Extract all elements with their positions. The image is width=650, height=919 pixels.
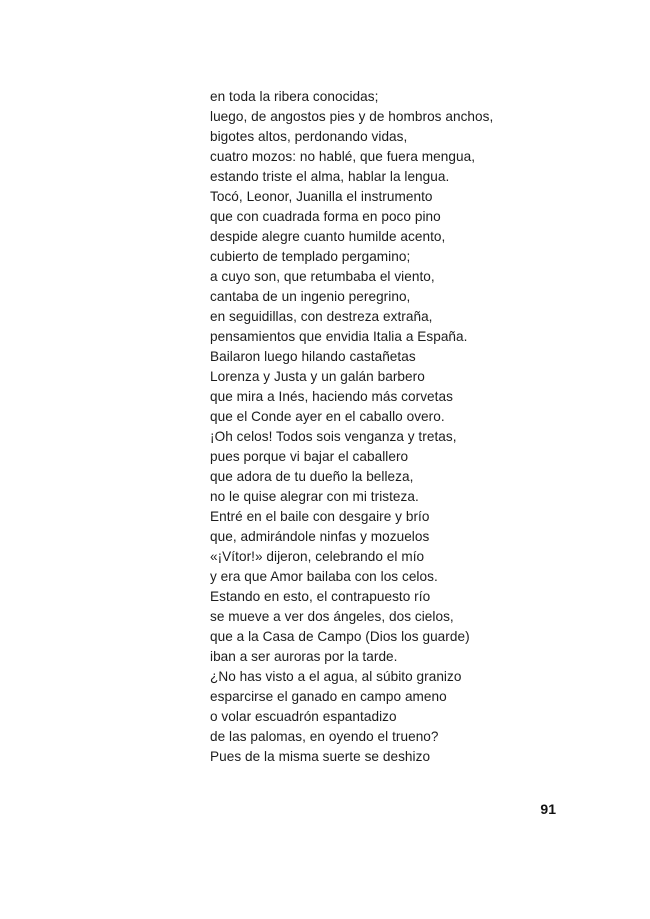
poem-line: ¿No has visto a el agua, al súbito granizo xyxy=(210,669,462,684)
poem-line: en seguidillas, con destreza extraña, xyxy=(210,309,433,324)
poem-line: Lorenza y Justa y un galán barbero xyxy=(210,369,425,384)
page-number: 91 xyxy=(540,801,556,817)
poem-line: que a la Casa de Campo (Dios los guarde) xyxy=(210,629,470,644)
poem-line: o volar escuadrón espantadizo xyxy=(210,709,397,724)
poem-line: cuatro mozos: no hablé, que fuera mengua, xyxy=(210,149,476,164)
poem-line: Pues de la misma suerte se deshizo xyxy=(210,749,431,764)
poem-line: Estando en esto, el contrapuesto río xyxy=(210,589,431,604)
poem-line: Bailaron luego hilando castañetas xyxy=(210,349,416,364)
poem-line: se mueve a ver dos ángeles, dos cielos, xyxy=(210,609,454,624)
poem-line: despide alegre cuanto humilde acento, xyxy=(210,229,446,244)
poem-line: cubierto de templado pergamino; xyxy=(210,249,411,264)
poem-line: esparcirse el ganado en campo ameno xyxy=(210,689,447,704)
poem-line: Tocó, Leonor, Juanilla el instrumento xyxy=(210,189,433,204)
poem-line: a cuyo son, que retumbaba el viento, xyxy=(210,269,435,284)
poem-line: en toda la ribera conocidas; xyxy=(210,89,379,104)
poem-line: que adora de tu dueño la belleza, xyxy=(210,469,414,484)
poem-line: ¡Oh celos! Todos sois venganza y tretas, xyxy=(210,429,457,444)
poem-line: «¡Vítor!» dijeron, celebrando el mío xyxy=(210,549,425,564)
poem-line: y era que Amor bailaba con los celos. xyxy=(210,569,438,584)
poem-line: que el Conde ayer en el caballo overo. xyxy=(210,409,445,424)
poem-line: cantaba de un ingenio peregrino, xyxy=(210,289,411,304)
poem-line: luego, de angostos pies y de hombros anchos, xyxy=(210,109,494,124)
poem-line: iban a ser auroras por la tarde. xyxy=(210,649,398,664)
poem-line: bigotes altos, perdonando vidas, xyxy=(210,129,408,144)
poem-line: pues porque vi bajar el caballero xyxy=(210,449,409,464)
poem-text xyxy=(210,87,610,767)
poem-line: que, admirándole ninfas y mozuelos xyxy=(210,529,430,544)
poem-line: pensamientos que envidia Italia a España. xyxy=(210,329,468,344)
poem-line: que con cuadrada forma en poco pino xyxy=(210,209,441,224)
poem-line: estando triste el alma, hablar la lengua. xyxy=(210,169,450,184)
poem-line: de las palomas, en oyendo el trueno? xyxy=(210,729,439,744)
poem-line: no le quise alegrar con mi tristeza. xyxy=(210,489,419,504)
poem-line: Entré en el baile con desgaire y brío xyxy=(210,509,430,524)
poem-line: que mira a Inés, haciendo más corvetas xyxy=(210,389,453,404)
